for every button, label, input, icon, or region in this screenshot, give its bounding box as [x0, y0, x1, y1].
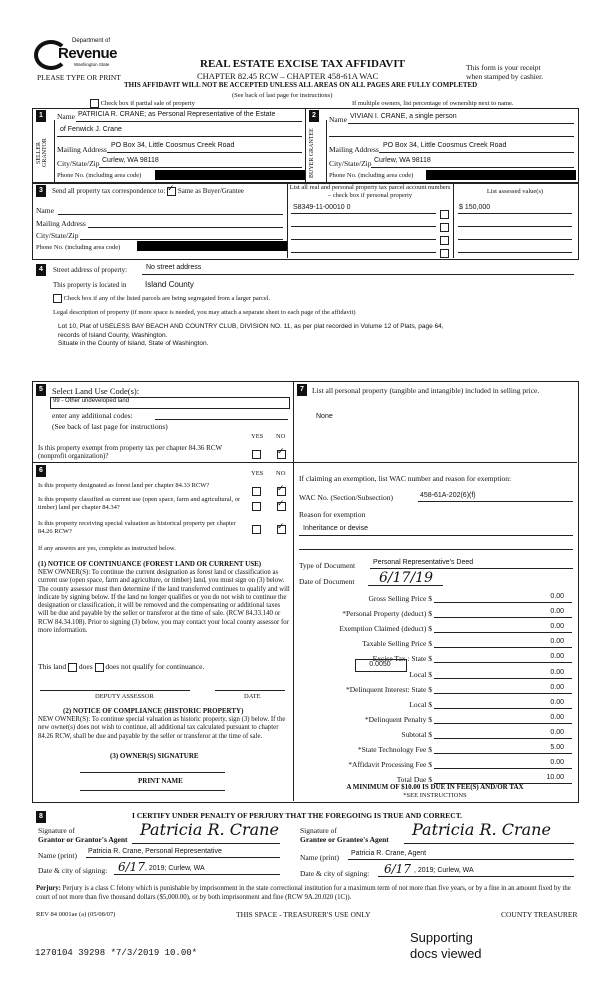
buyer-side-label: BUYER GRANTEE [309, 128, 315, 178]
street-label: Street address of property: [53, 266, 128, 274]
historic-no-checkbox[interactable] [277, 525, 286, 534]
tax-row-label: Total Due $ [396, 775, 432, 784]
grantor-date-label: Date & city of signing: [38, 866, 108, 875]
grantor-date[interactable]: , 2019; Curlew, WA [145, 865, 205, 872]
forest-yes-checkbox[interactable] [252, 487, 261, 496]
perjury-note [36, 885, 576, 902]
grantee-signature[interactable]: Patricia R. Crane [412, 820, 551, 839]
county[interactable]: Island County [145, 280, 194, 289]
tax-row-label: Taxable Selling Price $ [362, 639, 432, 648]
current-use-yes-checkbox[interactable] [252, 502, 261, 511]
s5-yes: YES [251, 433, 264, 440]
print-name-label: PRINT NAME [138, 777, 183, 785]
reason-value[interactable]: Inheritance or devise [303, 525, 368, 532]
land-use-code[interactable]: 99 - Other undeveloped land [53, 398, 130, 404]
s3-mail-label: Mailing Address [36, 219, 86, 228]
buyer-mail-label: Mailing Address [329, 145, 379, 154]
buyer-name[interactable]: VIVIAN I. CRANE, a single person [350, 113, 457, 120]
s5-no: NO [276, 433, 286, 440]
grantor-signature[interactable]: Patricia R. Crane [140, 820, 279, 839]
tax-row-value[interactable]: 0.00 [550, 699, 564, 706]
assessor-date: DATE [244, 693, 261, 700]
tax-row-label: Exemption Claimed (deduct) $ [339, 624, 432, 633]
compliance-text: NEW OWNER(S): To continue special valuation as historic property, sign (3) below. If the new owner(s) does not wish to continue, all additional tax calculated pursuant to chapter 84.26 RCW, shall be due and payable by the seller or transferor at the time of sale. [38, 716, 286, 740]
s3-phone-label: Phone No. (including area code) [36, 244, 121, 251]
partial-sale-label: Check box if partial sale of property [100, 99, 195, 107]
tax-row-value[interactable]: 0.00 [550, 608, 564, 615]
reason-label: Reason for exemption [299, 510, 366, 519]
send-label: Send all property tax correspondence to: [52, 187, 166, 196]
local-rate[interactable]: 0.0050 [369, 661, 391, 668]
s3-phone-redacted [137, 241, 287, 251]
owner-signature-label: (3) OWNER(S) SIGNATURE [110, 752, 199, 760]
segregated [53, 294, 270, 303]
multi-owners: If multiple owners, list percentage of ownership next to name. [352, 100, 514, 107]
seller-city[interactable]: Curlew, WA 98118 [102, 157, 159, 164]
logo-dept: Department of [72, 38, 111, 44]
grantor-name-label: Name (print) [38, 851, 77, 860]
partial-sale [90, 99, 195, 108]
compliance-title: (2) NOTICE OF COMPLIANCE (HISTORIC PROPERTY) [63, 707, 244, 715]
tax-row-label: *State Technology Fee $ [357, 745, 432, 754]
receipt-stamp: 1270104 39298 *7/3/2019 10.00* [35, 948, 198, 958]
current-use-no-checkbox[interactable] [277, 502, 286, 511]
section-7-number: 7 [297, 384, 307, 396]
seller-mail[interactable]: PO Box 34, Little Coosmus Creek Road [111, 142, 235, 149]
perjury-text: Perjury is a class C felony which is punishable by imprisonment in the state correctional institution for a maximum term of not more than five years, or by a fine in an amount fixed by the court of not more than five thousand dollars ($5,000.00), or by both imprisonment and fine (RCW 9A.20.020 (1C)). [36, 885, 571, 901]
street-address[interactable]: No street address [146, 264, 202, 271]
personal-property-label: List all personal property (tangible and intangible) included in selling price. [312, 386, 540, 395]
parcel-number[interactable]: S8349-11-00010 0 [293, 204, 351, 211]
minimum-note: A MINIMUM OF $10.00 IS DUE IN FEE(S) AND/OR TAX [346, 783, 524, 791]
receipt-line1: This form is your receipt [466, 63, 541, 72]
tax-row-value[interactable]: 0.00 [550, 714, 564, 721]
supporting-docs-2: docs viewed [410, 946, 482, 961]
grantee-name[interactable]: Patricia R. Crane, Agent [351, 850, 427, 857]
exempt-question: Is this property exempt from property tax per chapter 84.36 RCW (nonprofit organization)? [38, 444, 222, 460]
grantee-agent-label: Grantee or Grantee's Agent [300, 835, 389, 844]
exemption-label: If claiming an exemption, list WAC number and reason for exemption: [299, 474, 512, 483]
partial-sale-checkbox[interactable] [90, 99, 99, 108]
grantee-date-label: Date & city of signing: [300, 869, 370, 878]
s6-yes: YES [251, 470, 264, 477]
doc-date-label: Date of Document [299, 577, 355, 586]
does-checkbox[interactable] [68, 663, 77, 672]
seller-name-label: Name [57, 112, 75, 121]
continuance-title: (1) NOTICE OF CONTINUANCE (FOREST LAND OR CURRENT USE) [38, 560, 262, 568]
seller-city-label: City/State/Zip [57, 159, 100, 168]
doc-type[interactable]: Personal Representative's Deed [373, 559, 474, 566]
grantee-date[interactable]: , 2019; Curlew, WA [414, 867, 474, 874]
this-land-label: This land [38, 662, 67, 671]
grantee-name-label: Name (print) [300, 853, 339, 862]
buyer-phone-redacted [426, 170, 576, 180]
print-note: PLEASE TYPE OR PRINT [37, 73, 121, 82]
historic-yes-checkbox[interactable] [252, 525, 261, 534]
tax-row-label: *Delinquent Interest: State $ [345, 685, 432, 694]
perjury-label: Perjury: [36, 885, 61, 892]
assessed-header: List assessed value(s) [486, 188, 544, 195]
grantor-date-hw[interactable]: 6/17 [118, 860, 145, 874]
buyer-phone-label: Phone No. (including area code) [329, 172, 414, 179]
form-warning: THIS AFFIDAVIT WILL NOT BE ACCEPTED UNLESS ALL AREAS ON ALL PAGES ARE FULLY COMPLETED [124, 81, 478, 89]
grantor-name[interactable]: Patricia R. Crane, Personal Representative [88, 848, 222, 855]
legal-label: Legal description of property (if more space is needed, you may attach a separate sheet to each page of the affidavit) [53, 309, 356, 316]
legal-line-1[interactable]: Lot 10, Plat of USELESS BAY BEACH AND COUNTRY CLUB, DIVISION NO. 11, as per plat recorded in Volume 12 of Plats, page 64, [58, 323, 444, 330]
section-4-number: 4 [36, 264, 46, 276]
same-as-buyer-checkbox[interactable] [167, 187, 176, 196]
seller-name-1[interactable]: PATRICIA R. CRANE; as Personal Representative of the Estate [78, 111, 276, 118]
see-instructions: *SEE INSTRUCTIONS [403, 792, 467, 799]
section-1-number: 1 [36, 110, 46, 122]
tax-row-label: *Delinquent Penalty $ [364, 715, 432, 724]
s3-name-label: Name [36, 206, 54, 215]
section-5-number: 5 [36, 384, 46, 396]
tax-row-label: *Affidavit Processing Fee $ [348, 760, 432, 769]
qualify-label: qualify for continuance. [132, 662, 205, 671]
forest-no-checkbox[interactable] [277, 487, 286, 496]
this-land [38, 662, 204, 672]
treasurer-space: THIS SPACE - TREASURER'S USE ONLY [236, 910, 371, 919]
does-label: does [78, 662, 93, 671]
buyer-city-label: City/State/Zip [329, 159, 372, 168]
s3-city-label: City/State/Zip [36, 231, 79, 240]
buyer-city[interactable]: Curlew, WA 98118 [374, 157, 431, 164]
grantor-sig-of: Signature of [38, 826, 75, 835]
supporting-docs-1: Supporting [410, 930, 473, 945]
tax-row-value[interactable]: 0.00 [550, 623, 564, 630]
tax-row-label: Excise Tax : State $ [372, 654, 432, 663]
additional-codes-label: enter any additional codes: [52, 411, 133, 420]
seller-mail-label: Mailing Address [57, 145, 107, 154]
assessed-value[interactable]: $ 150,000 [459, 204, 491, 211]
s6-no: NO [276, 470, 286, 477]
current-use-question: Is this property classified as current use (open space, farm and agricultural, or timber) land per chapter 84.34? [38, 496, 241, 511]
form-chapter: CHAPTER 82.45 RCW – CHAPTER 458-61A WAC [197, 71, 379, 81]
segregated-label: Check box if any of the listed parcels are being segregated from a larger parcel. [63, 294, 271, 302]
grantee-sig-of: Signature of [300, 826, 337, 835]
does-not-checkbox[interactable] [95, 663, 104, 672]
tax-row-value[interactable]: 0.00 [550, 669, 564, 676]
tax-row-value[interactable]: 10.00 [546, 774, 564, 781]
personal-property-value[interactable]: None [316, 413, 333, 420]
s5-see-back: (See back of last page for instructions) [52, 422, 168, 431]
logo-name: Revenue [58, 45, 118, 62]
tax-row-label: *Personal Property (deduct) $ [342, 609, 432, 618]
send-correspondence [52, 187, 244, 196]
logo-state: Washington State [74, 62, 110, 67]
parcel-header: List all real and personal property tax parcel account numbers – check box if personal property [289, 184, 451, 199]
tax-row-label: Subtotal $ [401, 730, 432, 739]
if-yes-note: If any answers are yes, complete as instructed below. [38, 545, 176, 552]
segregated-checkbox[interactable] [53, 294, 62, 303]
seller-phone-label: Phone No. (including area code) [57, 172, 142, 179]
doc-date[interactable]: 6/17/19 [379, 570, 433, 586]
seller-side-label: SELLER GRANTOR [36, 138, 48, 168]
tax-row-label: Local $ [409, 700, 432, 709]
tax-row-value[interactable]: 0.00 [550, 653, 564, 660]
section-8-number: 8 [36, 811, 46, 823]
wac-number[interactable]: 458-61A-202(6)(f) [420, 492, 476, 499]
land-use-label: Select Land Use Code(s): [52, 386, 140, 396]
historic-question: Is this property receiving special valuation as historical property per chapter 84.26 RCW? [38, 520, 236, 535]
buyer-name-label: Name [329, 115, 347, 124]
grantor-agent-label: Grantor or Grantor's Agent [38, 835, 128, 844]
legal-line-3[interactable]: Situate in the County of Island, State of Washington. [58, 340, 209, 347]
tax-row-label: Local $ [409, 670, 432, 679]
continuance-text: NEW OWNER(S): To continue the current designation as forest land or classification as current use (open space, farm and agriculture, or timber) land, you must sign on (3) below. The county assessor must then determine if the land transferred continues to qualify and will indicate by signing below. If the land no longer qualifies or you do not wish to continue the designation or classification, it will be removed and the compensating or additional taxes will be due and payable by the seller or transferor at the time of sale. (RCW 84.33.140 or RCW 84.34.108). Prior to signing (3) below, you may contact your local county assessor for more information. [38, 569, 290, 635]
tax-row-value[interactable]: 0.00 [550, 638, 564, 645]
doc-type-label: Type of Document [299, 561, 356, 570]
located-label: This property is located in [53, 281, 127, 289]
county-treasurer: COUNTY TREASURER [501, 910, 578, 919]
form-title: REAL ESTATE EXCISE TAX AFFIDAVIT [200, 58, 405, 70]
receipt-line2: when stamped by cashier. [466, 72, 544, 81]
same-label: Same as Buyer/Grantee [177, 187, 244, 196]
see-back: (See back of last page for instructions) [232, 92, 333, 99]
forest-question: Is this property designated as forest land per chapter 84.33 RCW? [38, 482, 210, 489]
tax-row-value[interactable]: 0.00 [550, 729, 564, 736]
grantee-date-hw[interactable]: 6/17 [384, 862, 411, 876]
wac-label: WAC No. (Section/Subsection) [299, 493, 393, 502]
exempt-yes-checkbox[interactable] [252, 450, 261, 459]
does-not-label: does not [105, 662, 131, 671]
seller-phone-redacted [155, 170, 305, 180]
tax-row-value[interactable]: 0.00 [550, 684, 564, 691]
tax-row-label: Gross Selling Price $ [368, 594, 432, 603]
section-3-number: 3 [36, 185, 46, 197]
rev-number: REV 84 0001ae (a) (05/08/07) [36, 911, 116, 918]
exempt-no-checkbox[interactable] [277, 450, 286, 459]
deputy-assessor: DEPUTY ASSESSOR [95, 693, 154, 700]
tax-row-value[interactable]: 0.00 [550, 759, 564, 766]
dor-logo [34, 38, 124, 70]
seller-name-2[interactable]: of Fenwick J. Crane [60, 126, 122, 133]
certify-statement: I CERTIFY UNDER PENALTY OF PERJURY THAT THE FOREGOING IS TRUE AND CORRECT. [132, 811, 463, 820]
section-2-number: 2 [309, 110, 319, 122]
tax-row-value[interactable]: 0.00 [550, 593, 564, 600]
section-6-number: 6 [36, 465, 46, 477]
tax-row-value[interactable]: 5.00 [550, 744, 564, 751]
parcel-4-personal-checkbox[interactable] [440, 249, 449, 258]
buyer-mail[interactable]: PO Box 34, Little Coosmus Creek Road [383, 142, 507, 149]
legal-line-2[interactable]: records of Island County, Washington. [58, 332, 168, 339]
